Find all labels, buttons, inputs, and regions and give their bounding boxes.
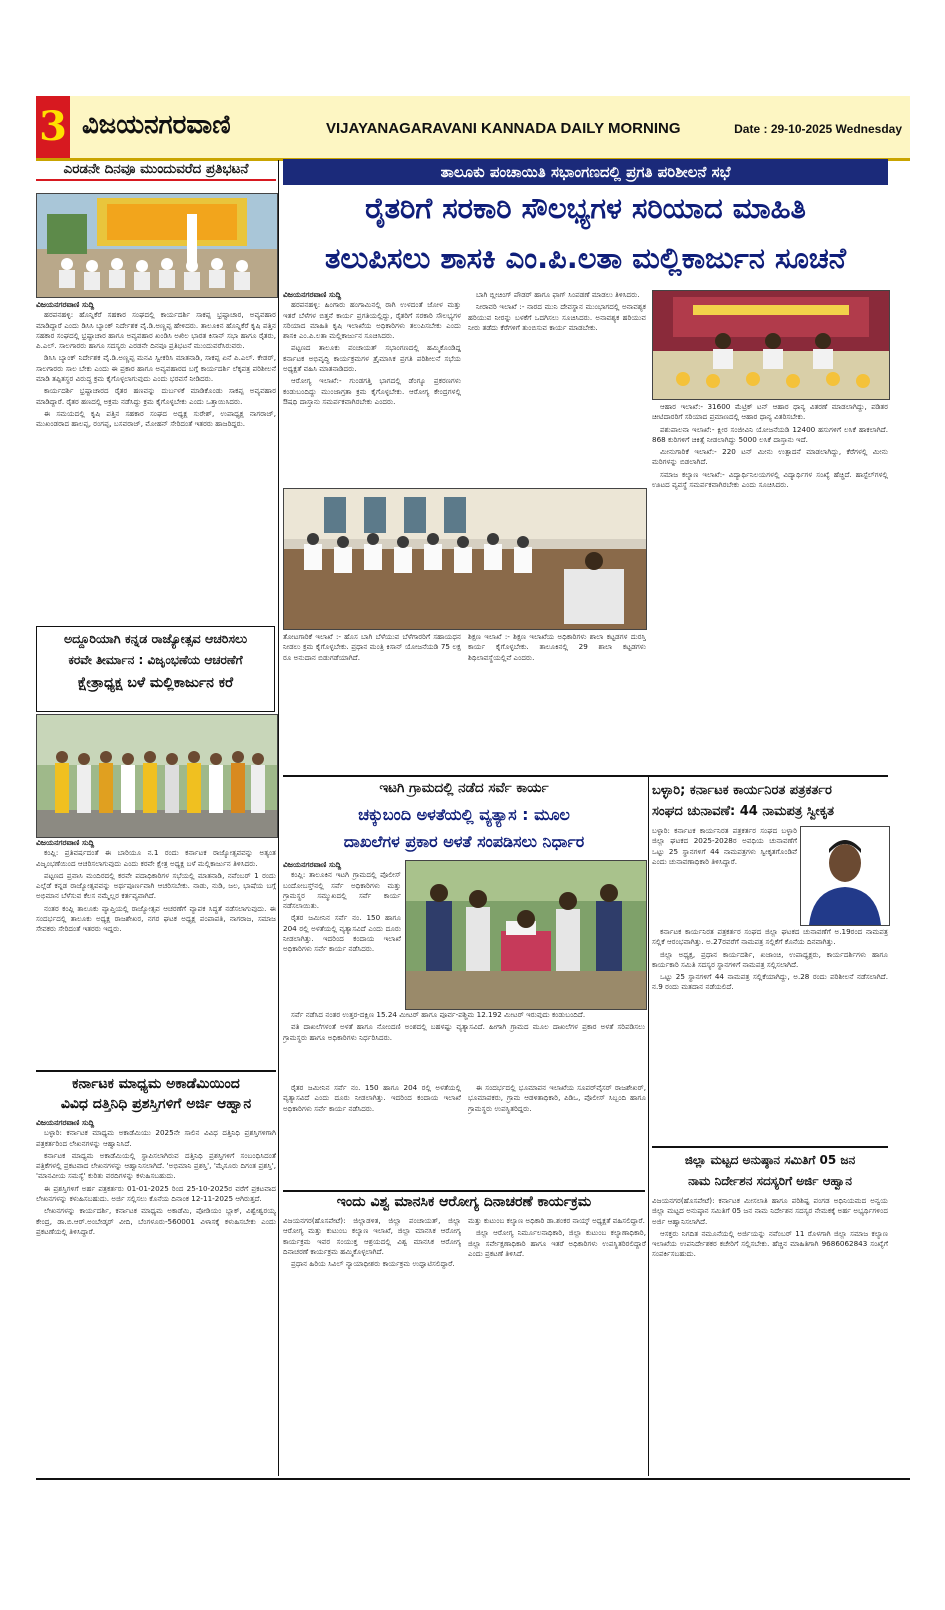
story7-body <box>652 1196 888 1474</box>
story5-headline-1: ಬಳ್ಳಾರಿ; ಕರ್ನಾಟಕ ಕಾರ್ಯನಿರತ ಪತ್ರಕರ್ತರ <box>652 783 832 798</box>
story6-paragraph: ಮತ್ತು ಕುಟುಂಬ ಕಲ್ಯಾಣ ಅಧಿಕಾರಿ ಡಾ.ಶಂಕರ ನಾಯ್ಕ್ ಅಧ್ಯಕ್ಷತೆ ವಹಿಸಲಿದ್ದಾರೆ. <box>468 1216 645 1225</box>
lead-paragraph: ನೀರಾವರಿ ಇಲಾಖೆ :- ನಾರದ ಮುನಿ ದೇವಸ್ಥಾನ ಮುಂಭಾಗದಲ್ಲಿ ಅನಾವಶ್ಯಕ ಹರಿಯುವ ನೀರನ್ನು ಬಳಕೆಗೆ ಒದಗಿಸಲು ಸೂಚಿಸಿದರು. ಅನಾವಶ್ಯಕ ಹರಿಯುವ ನೀರು ತಡೆದು ಕೆರೆಗಳಿಗೆ ತುಂಬಿಸುವ ಕಾರ್ಯ ಮಾಡಬೇಕು. <box>468 302 646 332</box>
lead-col3 <box>652 402 888 772</box>
lead-headline-1: ರೈತರಿಗೆ ಸರಕಾರಿ ಸೌಲಭ್ಯಗಳ ಸರಿಯಾದ ಮಾಹಿತಿ <box>365 191 806 225</box>
story5-paragraph: ಒಟ್ಟು 25 ಸ್ಥಾನಗಳಿಗೆ 44 ನಾಮಪತ್ರ ಸಲ್ಲಿಕೆಯಾಗಿದ್ದು, ಅ.28 ರಂದು ಪರಿಶೀಲನೆ ನಡೆಸಲಾಗಿದೆ. ನ.9 ರಂದು ಮತದಾನ ನಡೆಯಲಿದೆ. <box>652 972 888 992</box>
story7-headline-2: ನಾಮ ನಿರ್ದೇಶನ ಸದಸ್ಯರಿಗೆ ಅರ್ಜಿ ಆಹ್ವಾನ <box>688 1174 852 1188</box>
section-rule <box>283 775 888 777</box>
story3-paragraph: ಈ ಪ್ರಶಸ್ತಿಗಳಿಗೆ ಅರ್ಹ ಪತ್ರಕರ್ತರು 01-01-2025 ರಿಂದ 25-10-2025ರ ವರೆಗೆ ಪ್ರಕಟವಾದ ಲೇಖನಗಳನ್ನು ಕಳುಹಿಸಬಹುದು. ಅರ್ಜಿ ಸಲ್ಲಿಸಲು ಕೊನೆಯ ದಿನಾಂಕ 12-11-2025 ಆಗಿರುತ್ತದೆ. <box>36 1183 276 1204</box>
story5-paragraph: ಕರ್ನಾಟಕ ಕಾರ್ಯನಿರತ ಪತ್ರಕರ್ತರ ಸಂಘದ ಜಿಲ್ಲಾ ಘಟಕದ ಚುನಾವಣೆಗೆ ಅ.19ರಂದ ನಾಮಪತ್ರ ಸಲ್ಲಿಕೆ ಆರಂಭವಾಗಿತ್ತು. ಅ.27ರವರೆಗೆ ನಾಮಪತ್ರ ಸಲ್ಲಿಕೆಗೆ ಕೊನೆಯ ದಿನವಾಗಿತ್ತು. <box>652 927 888 947</box>
story4-paragraph: ರೈತರ ಜಮೀನಿನ ಸರ್ವೆ ನಂ. 150 ಹಾಗೂ 204 ರಲ್ಲಿ ಅಳತೆಯಲ್ಲಿ ವ್ಯತ್ಯಾಸವಿದೆ ಎಂದು ದೂರು ನೀಡಲಾಗಿತ್ತು. ಇದರಿಂದ ಕಂದಾಯ ಇಲಾಖೆ ಅಧಿಕಾರಿಗಳು ಸರ್ವೆ ಕಾರ್ಯ ನಡೆಸಿದರು. <box>283 1083 461 1113</box>
story1-body <box>36 300 276 622</box>
story4-paragraph: ವತಿ ದಾಖಲೆಗಳಂತೆ ಅಳತೆ ಹಾಗೂ ನೋಂದಣಿ ಅಂಶದಲ್ಲಿ ಬಹಳಷ್ಟು ವ್ಯತ್ಯಾಸವಿದೆ. ಹೀಗಾಗಿ ಗ್ರಾಮದ ಮೂಲ ದಾಖಲೆಗಳ ಪ್ರಕಾರ ಅಳತೆ ಸರಿಪಡಿಸಲು ಗ್ರಾಮಸ್ಥರು ಹಾಗೂ ಅಧಿಕಾರಿಗಳು ನಿರ್ಧರಿಸಿದರು. <box>283 1022 645 1042</box>
lead-paragraph: ಶಿಕ್ಷಣ ಇಲಾಖೆ :- ಶಿಕ್ಷಣ ಇಲಾಖೆಯ ಅಧಿಕಾರಿಗಳು ಶಾಲಾ ಕಟ್ಟಡಗಳ ದುರಸ್ತಿ ಕಾರ್ಯ ಕೈಗೊಳ್ಳಬೇಕು. ತಾಲೂಕಿನಲ್ಲಿ 29 ಶಾಲಾ ಕಟ್ಟಡಗಳು ಶಿಥಿಲಾವಸ್ಥೆಯಲ್ಲಿವೆ ಎಂದರು. <box>468 632 646 662</box>
story4-paragraph: ಈ ಸಂದರ್ಭದಲ್ಲಿ ಭೂಮಾಪನ ಇಲಾಖೆಯ ಸೂಪರ್‌ವೈಸರ್ ರಾಜಶೇಖರ್, ಭೂಮಾಪಕರು, ಗ್ರಾಮ ಆಡಳಿತಾಧಿಕಾರಿ, ಪಿಡಿಒ, ಪೊಲೀಸ್ ಸಿಬ್ಬಂದಿ ಹಾಗೂ ಗ್ರಾಮಸ್ಥರು ಉಪಸ್ಥಿತರಿದ್ದರು. <box>468 1083 646 1113</box>
story2-headline-3: ಕ್ಷೇತ್ರಾಧ್ಯಕ್ಷ ಬಳೆ ಮಲ್ಲಿಕಾರ್ಜುನ ಕರೆ <box>77 675 234 691</box>
page-number: 3 <box>36 96 70 158</box>
story6-paragraph: ವಿಜಯನಗರ(ಹೊಸಪೇಟೆ): ಜಿಲ್ಲಾಡಳಿತ, ಜಿಲ್ಲಾ ಪಂಚಾಯತ್, ಜಿಲ್ಲಾ ಆರೋಗ್ಯ ಮತ್ತು ಕುಟುಂಬ ಕಲ್ಯಾಣ ಇಲಾಖೆ, ಜಿಲ್ಲಾ ಮಾನಸಿಕ ಆರೋಗ್ಯ ಕಾರ್ಯಕ್ರಮ ಇವರ ಸಂಯುಕ್ತ ಆಶ್ರಯದಲ್ಲಿ ವಿಶ್ವ ಮಾನಸಿಕ ಆರೋಗ್ಯ ದಿನಾಚರಣೆ ಕಾರ್ಯಕ್ರಮ ಹಮ್ಮಿಕೊಳ್ಳಲಾಗಿದೆ. <box>283 1216 461 1256</box>
lead-dateline: ವಿಜಯನಗರವಾಣಿ ಸುದ್ದಿ <box>283 290 342 299</box>
rally-photo <box>36 714 278 838</box>
lead-col2-bottom <box>468 632 646 772</box>
issue-date: Date : 29-10-2025 Wednesday <box>734 122 902 136</box>
lead-col2-top <box>468 290 646 485</box>
protest-photo <box>36 193 278 298</box>
story4-paragraph: ಸರ್ವೆ ನಡೆಸಿದ ನಂತರ ಉತ್ತರ-ದಕ್ಷಿಣ 15.24 ಮೀಟರ್ ಹಾಗೂ ಪೂರ್ವ-ಪಶ್ಚಿಮ 12.192 ಮೀಟರ್ ಇರುವುದು ಕಂಡುಬಂದಿದೆ. <box>291 1010 586 1019</box>
story5-paragraph: ಬಳ್ಳಾರಿ: ಕರ್ನಾಟಕ ಕಾರ್ಯನಿರತ ಪತ್ರಕರ್ತರ ಸಂಘದ ಬಳ್ಳಾರಿ ಜಿಲ್ಲಾ ಘಟಕದ 2025-2028ರ ಅವಧಿಯ ಚುನಾವಣೆಗೆ ಒಟ್ಟು 25 ಸ್ಥಾನಗಳಿಗೆ 44 ನಾಮಪತ್ರಗಳು ಸ್ವೀಕೃತಗೊಂಡಿವೆ ಎಂದು ಚುನಾವಣಾಧಿಕಾರಿ ತಿಳಿಸಿದ್ದಾರೆ. <box>652 826 797 866</box>
survey-photo <box>405 860 647 1010</box>
story1-paragraph: ಈ ಸಮಯದಲ್ಲಿ ಕೃಷಿ ಪತ್ತಿನ ಸಹಕಾರ ಸಂಘದ ಅಧ್ಯಕ್ಷ ಸುರೇಶ್, ಉಪಾಧ್ಯಕ್ಷ ನಾಗರಾಜ್, ಮುಖಂಡರಾದ ಹಾಲಪ್ಪ, ರಂಗಪ್ಪ, ಬಸವರಾಜ್, ಮೋಹನ್ ಸೇರಿದಂತೆ ಇತರರು ಹಾಜರಿದ್ದರು. <box>36 408 276 429</box>
story2-dateline: ವಿಜಯನಗರವಾಣಿ ಸುದ್ದಿ <box>36 838 95 847</box>
story2-paragraph: ನಂತರ ಕಂಪ್ಲಿ ತಾಲೂಕು ವ್ಯಾಪ್ತಿಯಲ್ಲಿ ರಾಜ್ಯೋತ್ಸವ ಆಚರಣೆಗೆ ವ್ಯಾಪಕ ಸಿದ್ಧತೆ ನಡೆಸಲಾಗುವುದು. ಈ ಸಂದರ್ಭದಲ್ಲಿ ತಾಲೂಕು ಅಧ್ಯಕ್ಷ ರಾಜಶೇಖರ, ನಗರ ಘಟಕ ಅಧ್ಯಕ್ಷ ಪಂಪಾಪತಿ, ನಾಗರಾಜ, ಸಮಾಜ ಸೇವಕರು ಸೇರಿದಂತೆ ಇತರರು ಇದ್ದರು. <box>36 903 276 934</box>
paper-subtitle: VIJAYANAGARAVANI KANNADA DAILY MORNING <box>326 120 681 137</box>
section-rule <box>283 1190 645 1192</box>
story6-paragraph: ಪ್ರಧಾನ ಹಿರಿಯ ಸಿವಿಲ್ ನ್ಯಾಯಾಧೀಶರು ಕಾರ್ಯಕ್ರಮ ಉದ್ಘಾಟಿಸಲಿದ್ದಾರೆ. <box>291 1259 455 1269</box>
story7-headline <box>652 1150 888 1192</box>
story2-headline-1: ಅದ್ದೂರಿಯಾಗಿ ಕನ್ನಡ ರಾಜ್ಯೋತ್ಸವ ಆಚರಿಸಲು <box>63 631 248 646</box>
lead-paragraph: ಹರಪನಹಳ್ಳಿ: ಹಿಂಗಾರು ಹಂಗಾಮಿನಲ್ಲಿ ರಾಗಿ ಉಳದಂತೆ ಜೋಳ ಮತ್ತು ಇತರೆ ಬೆಳೆಗಳ ಬಿತ್ತನೆ ಕಾರ್ಯ ಪ್ರಗತಿಯಲ್ಲಿದ್ದು, ರೈತರಿಗೆ ಸರಕಾರಿ ಸೌಲಭ್ಯಗಳ ಸರಿಯಾದ ಮಾಹಿತಿ ಕೃಷಿ ಇಲಾಖೆಯ ಅಧಿಕಾರಿಗಳು ತಲುಪಿಸಬೇಕು ಎಂದು ಶಾಸಕಿ ಎಂ.ಪಿ.ಲತಾ ಮಲ್ಲಿಕಾರ್ಜುನ ಸೂಚಿಸಿದರು. <box>283 300 461 341</box>
story6-headline: ಇಂದು ವಿಶ್ವ ಮಾನಸಿಕ ಆರೋಗ್ಯ ದಿನಾಚರಣೆ ಕಾರ್ಯಕ್ರಮ <box>336 1194 592 1210</box>
section-rule <box>652 1146 888 1148</box>
story2-paragraph: ಕಂಪ್ಲಿ: ಪ್ರತಿವರ್ಷದಂತೆ ಈ ಬಾರಿಯೂ ನ.1 ರಂದು ಕರ್ನಾಟಕ ರಾಜ್ಯೋತ್ಸವವನ್ನು ಅತ್ಯಂತ ವಿಜೃಂಭಣೆಯಿಂದ ಆಚರಿಸಲಾಗುವುದು ಎಂದು ಕರವೇ ಕ್ಷೇತ್ರ ಅಧ್ಯಕ್ಷ ಬಳೆ ಮಲ್ಲಿಕಾರ್ಜುನ ತಿಳಿಸಿದರು. <box>36 848 276 868</box>
story7-paragraph: ವಿಜಯನಗರ(ಹೊಸಪೇಟೆ): ಕರ್ನಾಟಕ ಮೀಸಲಾತಿ ಹಾಗೂ ಪರಿಶಿಷ್ಟ ಪಂಗಡ ಅಧಿನಿಯಮದ ಅನ್ವಯ ಜಿಲ್ಲಾ ಮಟ್ಟದ ಅನುಷ್ಠಾನ ಸಮಿತಿಗೆ 05 ಜನ ನಾಮ ನಿರ್ದೇಶನ ಸದಸ್ಯರ ನೇಮಕಕ್ಕೆ ಅರ್ಹ ಅಭ್ಯರ್ಥಿಗಳಿಂದ ಅರ್ಜಿ ಆಹ್ವಾನಿಸಲಾಗಿದೆ. <box>652 1196 888 1226</box>
story6-paragraph: ಜಿಲ್ಲಾ ಆರೋಗ್ಯ ನಿರ್ಮೂಲನಾಧಿಕಾರಿ, ಜಿಲ್ಲಾ ಕುಟುಂಬ ಕಲ್ಯಾಣಾಧಿಕಾರಿ, ಜಿಲ್ಲಾ ಸರ್ವೇಕ್ಷಣಾಧಿಕಾರಿ ಹಾಗೂ ಇತರೆ ಅಧಿಕಾರಿಗಳು ಉಪಸ್ಥಿತರಿರಲಿದ್ದಾರೆ ಎಂದು ಪ್ರಕಟಣೆ ತಿಳಿಸಿದೆ. <box>468 1228 646 1258</box>
story1-paragraph: ಹರಪನಹಳ್ಳಿ: ಹೊನ್ನಿಕೆರೆ ಸಹಕಾರ ಸಂಘದಲ್ಲಿ ಕಾರ್ಯದರ್ಶಿ ಸಾಕಪ್ಪ ಭ್ರಷ್ಟಾಚಾರ, ಅವ್ಯವಹಾರ ಮಾಡಿದ್ದಾರೆ ಎಂದು ಡಿಸಿಸಿ ಬ್ಯಾಂಕ್ ನಿರ್ದೇಶಕ ವೈ.ಡಿ.ಅಣ್ಣಪ್ಪ ಹೇಳಿದರು. ತಾಲೂಕಿನ ಹೊನ್ನಿಕೆರೆ ಕೃಷಿ ಪತ್ತಿನ ಸಹಕಾರ ಸಂಘದಲ್ಲಿ ಭ್ರಷ್ಟಾಚಾರ ಹಾಗೂ ಅವ್ಯವಹಾರ ಖಂಡಿಸಿ ಅಖಿಲ ಭಾರತ ಕಿಸಾನ್ ಸಭಾ ಹಾಗೂ ರೈತರು, ಪಿ.ಎಲ್. ಸಾಲಗಾರರು ಹಾಗೂ ಸದಸ್ಯರು ಎರಡನೇ ದಿನವೂ ಪ್ರತಿಭಟನೆ ಮುಂದುವರೆಸಿರುವರು. <box>36 310 276 351</box>
story3-headline-1: ಕರ್ನಾಟಕ ಮಾಧ್ಯಮ ಅಕಾಡೆಮಿಯಿಂದ <box>72 1076 240 1092</box>
lead-kicker: ತಾಲೂಕು ಪಂಚಾಯಿತಿ ಸಭಾಂಗಣದಲ್ಲಿ ಪ್ರಗತಿ ಪರಿಶೀಲನೆ ಸಭೆ <box>283 159 888 185</box>
paper-title: ವಿಜಯನಗರವಾಣಿ <box>82 110 231 140</box>
lead-paragraph: ಮೀನುಗಾರಿಕೆ ಇಲಾಖೆ:- 220 ಟನ್ ಮೀನು ಉತ್ಪಾದನೆ ಮಾಡಲಾಗಿದ್ದು, ಕೆರೆಗಳಲ್ಲಿ ಮೀನು ಮರಿಗಳನ್ನು ಬಿಡಲಾಗಿದೆ. <box>652 447 888 467</box>
meeting-hall-photo <box>283 488 647 630</box>
story4-headline <box>283 801 645 855</box>
story2-paragraph: ಪಟ್ಟಣದ ಪ್ರವಾಸಿ ಮಂದಿರದಲ್ಲಿ ಕರವೇ ಪದಾಧಿಕಾರಿಗಳ ಸಭೆಯಲ್ಲಿ ಮಾತನಾಡಿ, ನವೆಂಬರ್ 1 ರಂದು ಎಲ್ಲೆಡೆ ಕನ್ನಡ ರಾಜ್ಯೋತ್ಸವವನ್ನು ಅರ್ಥಪೂರ್ಣವಾಗಿ ಆಚರಿಸಬೇಕು. ನಾಡು, ನುಡಿ, ಜಲ, ಭಾಷೆಯ ಬಗ್ಗೆ ಅಭಿಮಾನ ಬೆಳೆಸುವ ಕೆಲಸ ನಮ್ಮೆಲ್ಲರ ಕರ್ತವ್ಯವಾಗಿದೆ. <box>36 870 276 901</box>
story7-paragraph: ಆಸಕ್ತರು ನಿಗದಿತ ನಮೂನೆಯಲ್ಲಿ ಅರ್ಜಿಯನ್ನು ನವೆಂಬರ್ 11 ರೊಳಗಾಗಿ ಜಿಲ್ಲಾ ಸಮಾಜ ಕಲ್ಯಾಣ ಇಲಾಖೆಯ ಉಪನಿರ್ದೇಶಕರ ಕಚೇರಿಗೆ ಸಲ್ಲಿಸಬೇಕು. ಹೆಚ್ಚಿನ ಮಾಹಿತಿಗಾಗಿ 9686062843 ಸಂಖ್ಯೆಗೆ ಸಂಪರ್ಕಿಸಬಹುದು. <box>652 1228 888 1259</box>
story5-body <box>652 927 888 1142</box>
story4-headline-2: ದಾಖಲೆಗಳ ಪ್ರಕಾರ ಅಳತೆ ಸಂಪಡಿಸಲು ನಿರ್ಧಾರ <box>343 832 585 851</box>
story3-paragraph: ಬಳ್ಳಾರಿ: ಕರ್ನಾಟಕ ಮಾಧ್ಯಮ ಅಕಾಡೆಮಿಯು 2025ನೇ ಸಾಲಿನ ವಿವಿಧ ದತ್ತಿನಿಧಿ ಪ್ರಶಸ್ತಿಗಳಿಗಾಗಿ ಪತ್ರಕರ್ತರಿಂದ ಲೇಖನಗಳನ್ನು ಆಹ್ವಾನಿಸಿದೆ. <box>36 1128 276 1148</box>
story2-body <box>36 838 276 1066</box>
story3-headline <box>36 1070 276 1114</box>
story4-col1-bottom <box>283 1010 645 1080</box>
column-rule <box>278 160 279 1476</box>
story5-paragraph: ಜಿಲ್ಲಾ ಅಧ್ಯಕ್ಷ, ಪ್ರಧಾನ ಕಾರ್ಯದರ್ಶಿ, ಖಜಾಂಚಿ, ಉಪಾಧ್ಯಕ್ಷರು, ಕಾರ್ಯದರ್ಶಿಗಳು ಹಾಗೂ ಕಾರ್ಯಕಾರಿ ಸಮಿತಿ ಸದಸ್ಯರ ಸ್ಥಾನಗಳಿಗೆ ನಾಮಪತ್ರ ಸಲ್ಲಿಸಲಾಗಿದೆ. <box>652 949 888 969</box>
lead-paragraph: ಪಟ್ಟಣದ ತಾಲೂಕು ಪಂಚಾಯತ್ ಸಭಾಂಗಣದಲ್ಲಿ ಹಮ್ಮಿಕೊಂಡಿದ್ದ ಕರ್ನಾಟಕ ಅಭಿವೃದ್ಧಿ ಕಾರ್ಯಕ್ರಮಗಳ ತ್ರೈಮಾಸಿಕ ಪ್ರಗತಿ ಪರಿಶೀಲನೆ ಸಭೆಯ ಅಧ್ಯಕ್ಷತೆ ವಹಿಸಿ ಮಾತನಾಡಿದರು. <box>283 343 461 374</box>
story1-paragraph: ಕಾರ್ಯದರ್ಶಿ ಭ್ರಷ್ಟಾಚಾರದ ರೈತರ ಹಣವನ್ನು ದುರ್ಬಳಕೆ ಮಾಡಿಕೊಂಡು ಸಾಕಪ್ಪ ಅವ್ಯವಹಾರ ಮಾಡಿದ್ದಾರೆ. ರೈತರ ಹಣದಲ್ಲಿ ಅಕ್ರಮ ನಡೆಸಿದ್ದು ಕ್ರಮ ಕೈಗೊಳ್ಳಬೇಕು ಎಂದು ಒತ್ತಾಯಿಸಿದರು. <box>36 386 276 406</box>
lead-paragraph: ಸಮಾಜ ಕಲ್ಯಾಣ ಇಲಾಖೆ:- ವಿದ್ಯಾರ್ಥಿನಿಲಯಗಳಲ್ಲಿ ವಿದ್ಯಾರ್ಥಿಗಳ ಸಂಖ್ಯೆ ಹೆಚ್ಚಿದೆ. ಹಾಸ್ಟೆಲ್‌ಗಳಲ್ಲಿ ಊಟದ ವ್ಯವಸ್ಥೆ ಸಮರ್ಪಕವಾಗಿರಬೇಕು ಎಂದು ಸೂಚಿಸಿದರು. <box>652 469 888 490</box>
story1-dateline: ವಿಜಯನಗರವಾಣಿ ಸುದ್ದಿ <box>36 300 95 309</box>
story4-dateline: ವಿಜಯನಗರವಾಣಿ ಸುದ್ದಿ <box>283 860 342 869</box>
story3-paragraph: ಕರ್ನಾಟಕ ಮಾಧ್ಯಮ ಅಕಾಡೆಮಿಯಲ್ಲಿ ಸ್ಥಾಪಿಸಲಾಗಿರುವ ದತ್ತಿನಿಧಿ ಪ್ರಶಸ್ತಿಗಳಿಗೆ ಸಂಬಂಧಿಸಿದಂತೆ ಪತ್ರಿಕೆಗಳಲ್ಲಿ ಪ್ರಕಟವಾದ ಲೇಖನಗಳನ್ನು ಆಹ್ವಾನಿಸಲಾಗಿದೆ. 'ಅಭಿಮಾನಿ ಪ್ರಶಸ್ತಿ', 'ಮೈಸೂರು ದಿಗಂತ ಪ್ರಶಸ್ತಿ', 'ಮಾನವೀಯ ಸಮಸ್ಯೆ' ಕುರಿತು ವರದಿಗಳನ್ನು ಕಳುಹಿಸಬಹುದು. <box>36 1150 276 1181</box>
lead-paragraph: ಪಶುಪಾಲನಾ ಇಲಾಖೆ:- ಕ್ಷೀರ ಸಂಜೀವಿನಿ ಯೋಜನೆಯಡಿ 12400 ಹಸುಗಳಿಗೆ ಲಸಿಕೆ ಹಾಕಲಾಗಿದೆ. 868 ಕುರಿಗಳಿಗೆ ಚಿಕಿತ್ಸೆ ನೀಡಲಾಗಿದ್ದು 5000 ಲಸಿಕೆ ದಾಸ್ತಾನು ಇದೆ. <box>652 424 888 444</box>
column-rule <box>648 776 649 1476</box>
lead-col1-top <box>283 290 461 485</box>
story3-body <box>36 1118 276 1474</box>
bottom-rule <box>36 1478 910 1480</box>
story1-paragraph: ಡಿಸಿಸಿ ಬ್ಯಾಂಕ್ ನಿರ್ದೇಶಕ ವೈ.ಡಿ.ಅಣ್ಣಪ್ಪ ಮನವಿ ಸ್ವೀಕರಿಸಿ ಮಾತನಾಡಿ, ಸಾಕಪ್ಪ ಏನೆ ಪಿ.ಎಲ್. ಕೇಡರ್, ಸಾಲಗಾರರು ಸಾಲ ಬೇಕು ಎಂದು ಈ ಪ್ರಕಾರ ಹಾಗೂ ಅವ್ಯವಹಾರದ ಬಗ್ಗೆ ಕಾರ್ಯದರ್ಶಿ ಲೆಕ್ಕಪತ್ರ ಪರಿಶೀಲನೆ ಮಾಡಿ ತಪ್ಪಿತಸ್ಥರ ವಿರುದ್ಧ ಕ್ರಮ ಕೈಗೊಳ್ಳಲಾಗುವುದು ಎಂದು ಭರವಸೆ ನೀಡಿದರು. <box>36 353 276 384</box>
journalist-portrait <box>800 826 890 926</box>
story3-headline-2: ವಿವಿಧ ದತ್ತಿನಿಧಿ ಪ್ರಶಸ್ತಿಗಳಿಗೆ ಅರ್ಜಿ ಆಹ್ವಾನ <box>60 1096 252 1112</box>
story1-headline: ಎರಡನೇ ದಿನವೂ ಮುಂದುವರೆದ ಪ್ರತಿಭಟನೆ <box>36 161 276 181</box>
story4-paragraph: ಕಂಪ್ಲಿ: ತಾಲೂಕಿನ ಇಟಗಿ ಗ್ರಾಮದಲ್ಲಿ ಪೊಲೀಸ್ ಬಂದೋಬಸ್ತ್‌ನಲ್ಲಿ ಸರ್ವೆ ಅಧಿಕಾರಿಗಳು ಮತ್ತು ಗ್ರಾಮಸ್ಥರ ಸಮ್ಮುಖದಲ್ಲಿ ಸರ್ವೆ ಕಾರ್ಯ ನಡೆಸಲಾಯಿತು. <box>283 870 401 911</box>
story5-headline <box>652 780 888 822</box>
story4-kicker: ಇಟಗಿ ಗ್ರಾಮದಲ್ಲಿ ನಡೆದ ಸರ್ವೆ ಕಾರ್ಯ <box>379 780 549 796</box>
masthead <box>36 96 910 161</box>
story6-col2 <box>468 1216 646 1474</box>
story7-headline-1: ಜಿಲ್ಲಾ ಮಟ್ಟದ ಅನುಷ್ಠಾನ ಸಮಿತಿಗೆ 05 ಜನ <box>684 1153 856 1167</box>
lead-paragraph: ತೋಟಗಾರಿಕೆ ಇಲಾಖೆ :- ಹೊಸ ಬಾಗಿ ಬೆಳೆಯುವ ಬೆಳೆಗಾರರಿಗೆ ಸಹಾಯಧನ ನೀಡಲು ಕ್ರಮ ಕೈಗೊಳ್ಳಬೇಕು. ಪ್ರಧಾನ ಮಂತ್ರಿ ಕಿಸಾನ್ ಯೋಜನೆಯಡಿ 75 ಲಕ್ಷ ರೂ ಅನುದಾನ ಬಿಡುಗಡೆಯಾಗಿದೆ. <box>283 632 461 662</box>
story5-col-top <box>652 826 797 924</box>
lead-paragraph: ಆಹಾರ ಇಲಾಖೆ:- 31600 ಮೆಟ್ರಿಕ್ ಟನ್ ಆಹಾರ ಧಾನ್ಯ ವಿತರಣೆ ಮಾಡಲಾಗಿದ್ದು, ಪಡಿತರ ಚೀಟಿದಾರರಿಗೆ ಸರಿಯಾದ ಪ್ರಮಾಣದಲ್ಲಿ ಆಹಾರ ಧಾನ್ಯ ವಿತರಿಸಬೇಕು. <box>652 402 888 422</box>
story3-paragraph: ಲೇಖನಗಳನ್ನು ಕಾರ್ಯದರ್ಶಿ, ಕರ್ನಾಟಕ ಮಾಧ್ಯಮ ಅಕಾಡೆಮಿ, ಪೋಡಿಯಂ ಬ್ಲಾಕ್, ವಿಶ್ವೇಶ್ವರಯ್ಯ ಕೇಂದ್ರ, ಡಾ.ಬಿ.ಆರ್.ಅಂಬೇಡ್ಕರ್ ವೀದಿ, ಬೆಂಗಳೂರು-560001 ವಿಳಾಸಕ್ಕೆ ಕಳುಹಿಸಬೇಕು ಎಂದು ಪ್ರಕಟಣೆಯಲ್ಲಿ ತಿಳಿಸಿದ್ದಾರೆ. <box>36 1206 276 1236</box>
story4-headline-1: ಚಕ್ಕುಬಂದಿ ಅಳತೆಯಲ್ಲಿ ವ್ಯತ್ಯಾಸ : ಮೂಲ <box>358 805 570 824</box>
lead-paragraph: ಆರೋಗ್ಯ ಇಲಾಖೆ:- ಗುಂಡಗತ್ತಿ ಭಾಗದಲ್ಲಿ ಡೆಂಗ್ಯೂ ಪ್ರಕರಣಗಳು ಕಂಡುಬಂದಿದ್ದು ಮುಂಜಾಗ್ರತಾ ಕ್ರಮ ಕೈಗೊಳ್ಳಬೇಕು. ಆರೋಗ್ಯ ಕೇಂದ್ರಗಳಲ್ಲಿ ಔಷಧಿ ದಾಸ್ತಾನು ಸಮರ್ಪಕವಾಗಿರಬೇಕು ಎಂದರು. <box>283 376 461 406</box>
dais-photo <box>652 290 890 400</box>
lead-paragraph: ಬಾಗಿ ಬ್ಲೀಚಿಂಗ್ ಪೌಡರ್ ಹಾಗೂ ಫಾಗ್ ಸಿಂಪಡಣೆ ಮಾಡಲು ತಿಳಿಸಿದರು. <box>476 290 640 299</box>
story5-headline-2: ಸಂಘದ ಚುನಾವಣೆ: 44 ನಾಮಪತ್ರ ಸ್ವೀಕೃತ <box>652 804 835 819</box>
story4-col1-extra <box>283 1083 461 1188</box>
story6-col1 <box>283 1216 461 1474</box>
story2-headline-2: ಕರವೇ ತೀರ್ಮಾನ : ವಿಜೃಂಭಣೆಯ ಆಚರಣೆಗೆ <box>68 653 243 667</box>
story3-dateline: ವಿಜಯನಗರವಾಣಿ ಸುದ್ದಿ <box>36 1118 95 1127</box>
story4-col2 <box>468 1083 646 1188</box>
story2-headline-box <box>36 626 275 712</box>
story4-paragraph: ರೈತರ ಜಮೀನಿನ ಸರ್ವೆ ನಂ. 150 ಹಾಗೂ 204 ರಲ್ಲಿ ಅಳತೆಯಲ್ಲಿ ವ್ಯತ್ಯಾಸವಿದೆ ಎಂದು ದೂರು ನೀಡಲಾಗಿತ್ತು. ಇದರಿಂದ ಕಂದಾಯ ಇಲಾಖೆ ಅಧಿಕಾರಿಗಳು ಸರ್ವೆ ಕಾರ್ಯ ನಡೆಸಿದರು. <box>283 913 401 954</box>
lead-col1-bottom <box>283 632 461 772</box>
lead-headline-2: ತಲುಪಿಸಲು ಶಾಸಕಿ ಎಂ.ಪಿ.ಲತಾ ಮಲ್ಲಿಕಾರ್ಜುನ ಸೂಚನೆ <box>325 241 846 275</box>
